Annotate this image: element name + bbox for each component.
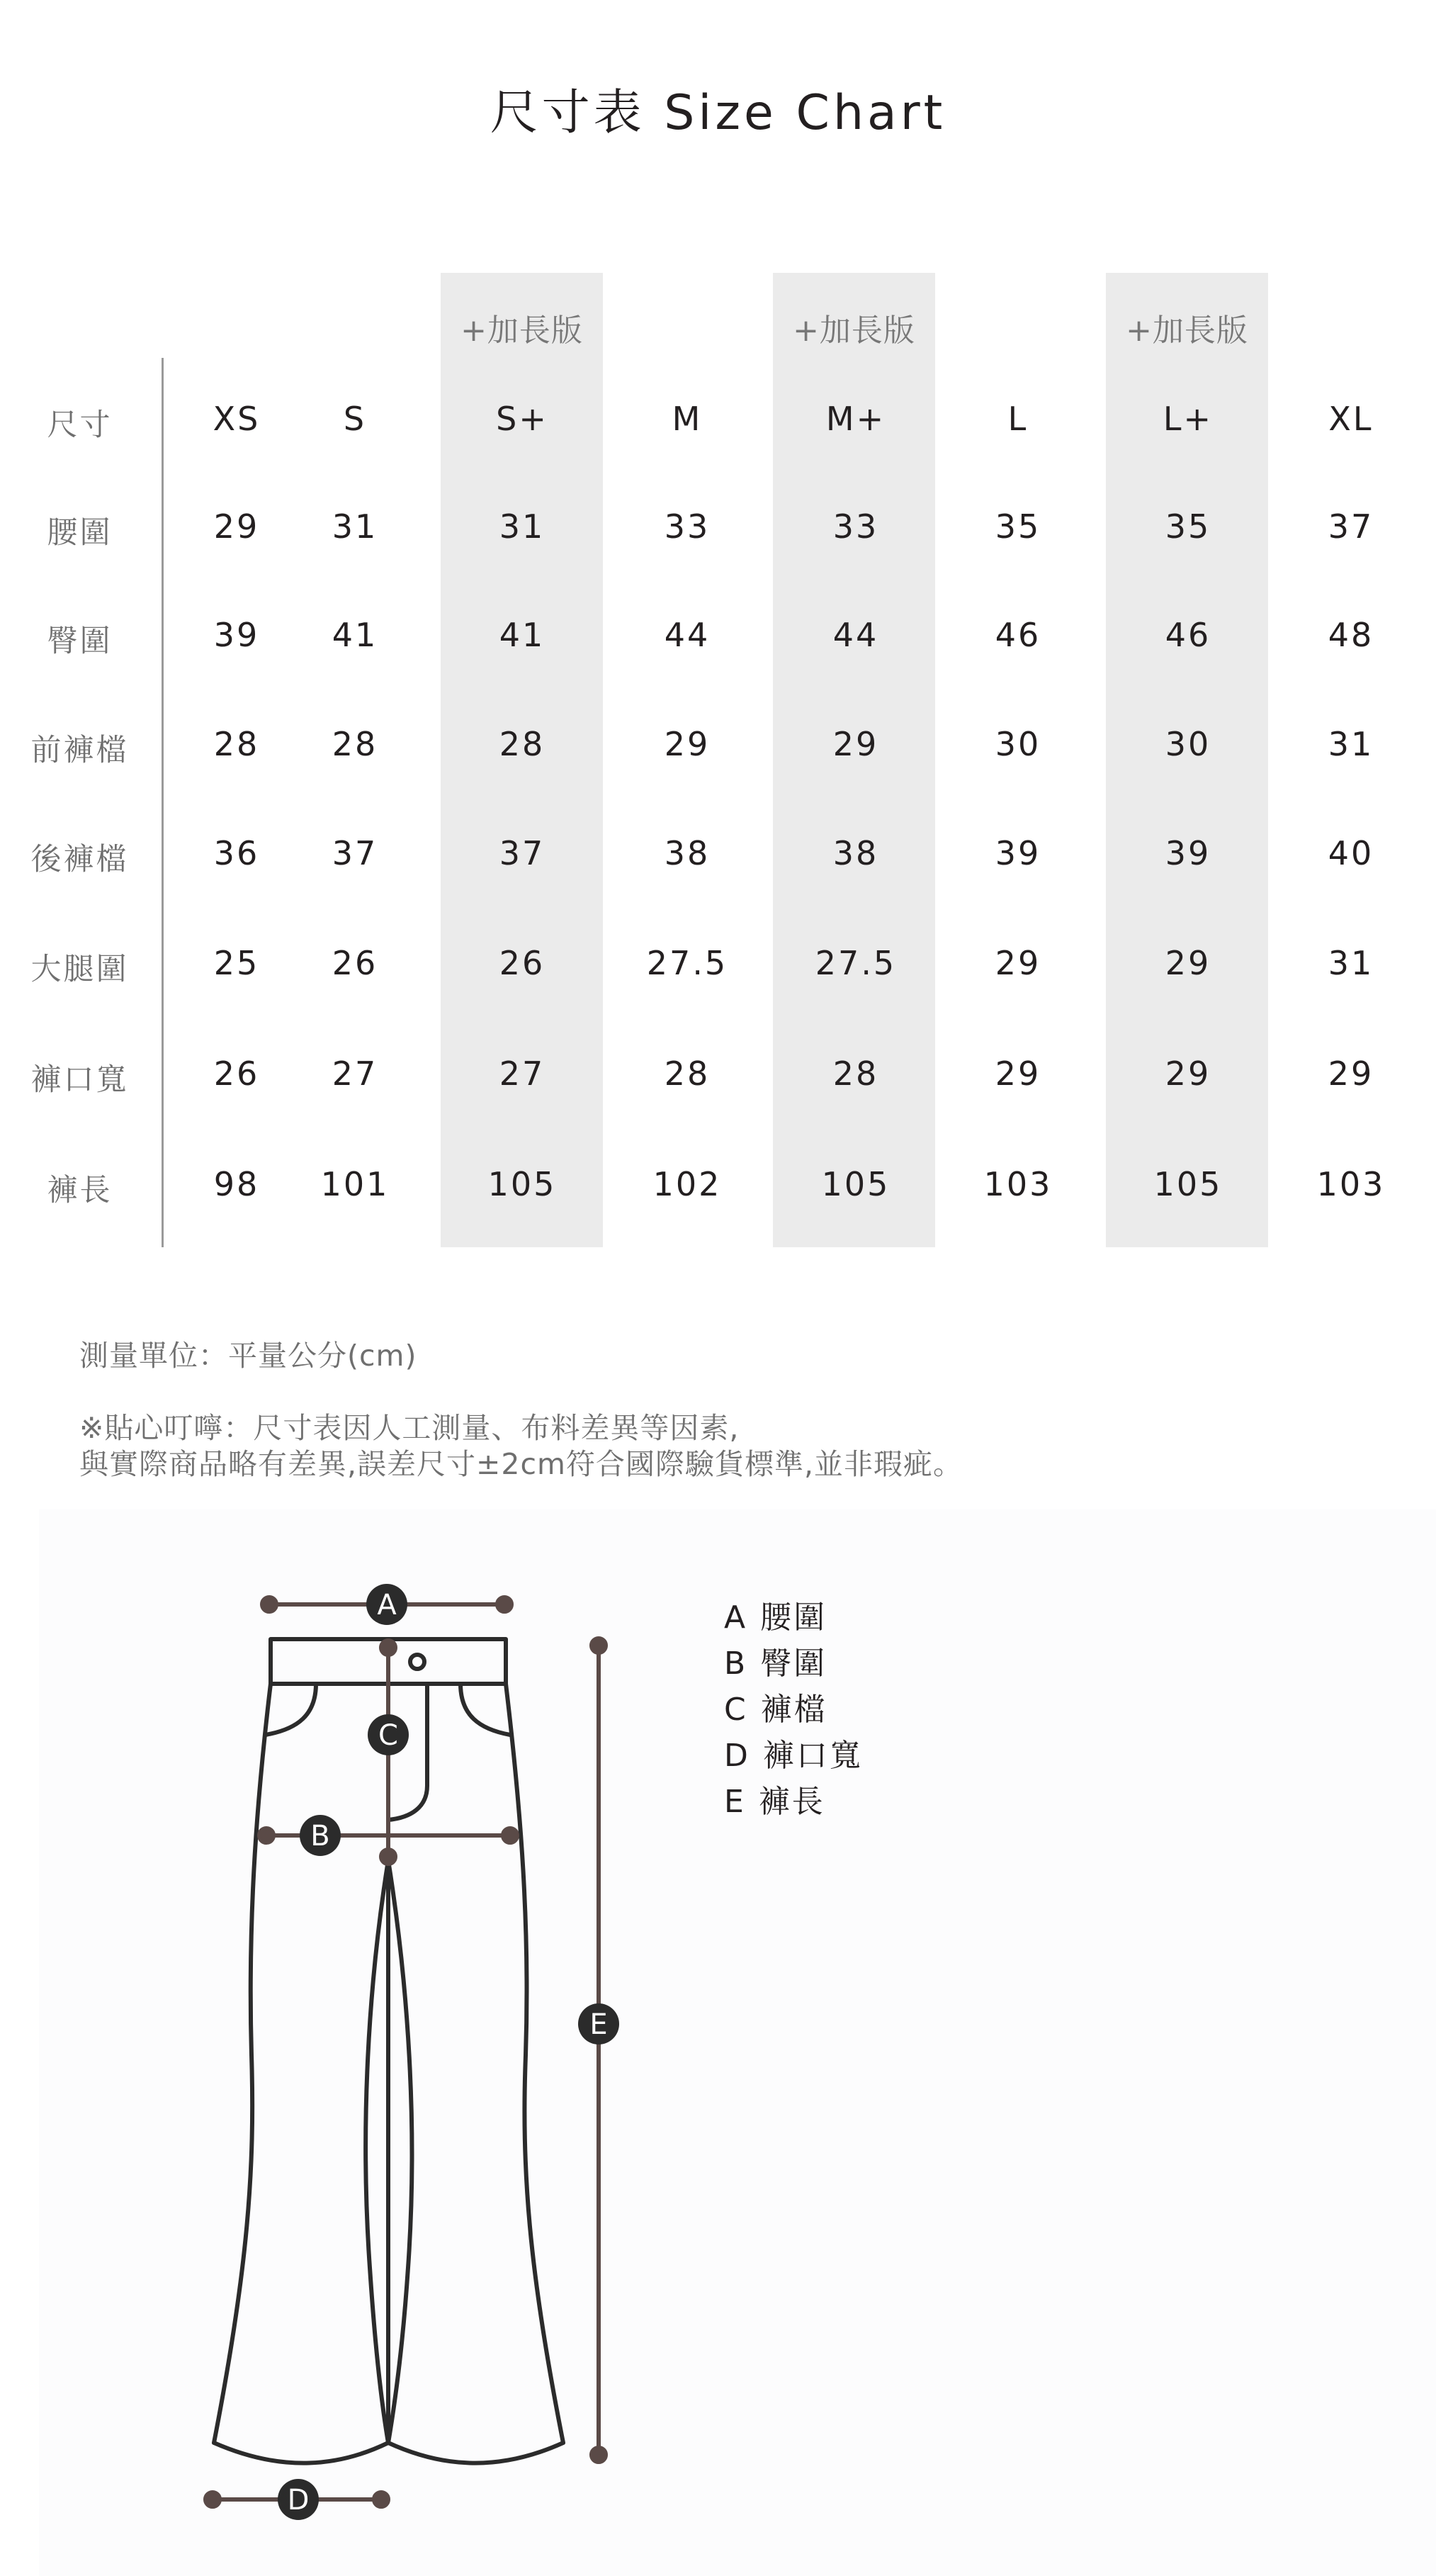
- table-cell: 48: [1328, 616, 1374, 654]
- row-label: 腰圍: [47, 515, 113, 551]
- table-cell: 46: [1165, 616, 1211, 654]
- size-header: XS: [213, 400, 261, 438]
- legend-item: B 臀圍: [724, 1646, 827, 1682]
- svg-text:B: B: [310, 1820, 330, 1852]
- table-cell: 29: [832, 725, 879, 763]
- table-cell: 105: [1153, 1165, 1223, 1203]
- table-cell: 46: [995, 616, 1041, 654]
- left-leg-outline: [214, 1684, 388, 2463]
- table-cell: 35: [995, 507, 1041, 546]
- table-cell: 25: [213, 944, 260, 982]
- svg-text:D: D: [287, 2484, 310, 2516]
- row-label: 褲長: [47, 1173, 113, 1208]
- table-cell: 27: [332, 1054, 378, 1093]
- table-cell: 39: [1165, 834, 1211, 872]
- row-label: 後褲檔: [30, 842, 129, 877]
- table-cell: 26: [213, 1054, 260, 1093]
- tip-note-line1: ※貼心叮嚀：尺寸表因人工測量、布料差異等因素,: [79, 1411, 740, 1445]
- header-label: 尺寸: [47, 407, 113, 443]
- table-cell: 26: [332, 944, 378, 982]
- size-header: L+: [1163, 400, 1214, 438]
- size-header: S+: [496, 400, 548, 438]
- table-cell: 26: [499, 944, 545, 982]
- table-cell: 40: [1328, 834, 1374, 872]
- table-cell: 27.5: [815, 944, 897, 982]
- table-cell: 29: [1328, 1054, 1374, 1093]
- table-cell: 37: [1328, 507, 1374, 546]
- size-header: S: [343, 400, 367, 438]
- unit-note: 測量單位：平量公分(cm): [79, 1339, 417, 1373]
- table-cell: 29: [664, 725, 711, 763]
- table-cell: 31: [332, 507, 378, 546]
- page-title: 尺寸表 Size Chart: [490, 85, 946, 141]
- right-pocket: [460, 1684, 510, 1735]
- size-header: M+: [825, 400, 886, 438]
- table-cell: 37: [499, 834, 545, 872]
- table-cell: 103: [983, 1165, 1053, 1203]
- table-cell: 35: [1165, 507, 1211, 546]
- table-cell: 28: [664, 1054, 711, 1093]
- table-cell: 36: [213, 834, 260, 872]
- extended-label: +加長版: [793, 313, 915, 349]
- table-cell: 102: [652, 1165, 722, 1203]
- table-cell: 41: [332, 616, 378, 654]
- table-cell: 103: [1316, 1165, 1386, 1203]
- table-cell: 37: [332, 834, 378, 872]
- table-cell: 29: [995, 1054, 1041, 1093]
- table-cell: 44: [832, 616, 879, 654]
- marker-d-icon: [278, 2479, 319, 2520]
- right-leg-outline: [388, 1684, 563, 2463]
- button-icon: [410, 1655, 424, 1669]
- table-cell: 28: [332, 725, 378, 763]
- marker-a-icon: [366, 1584, 407, 1625]
- row-label: 大腿圍: [30, 952, 129, 987]
- table-cell: 27: [499, 1054, 545, 1093]
- row-label: 臀圍: [47, 624, 113, 659]
- extended-label: +加長版: [460, 313, 583, 349]
- table-cell: 33: [664, 507, 711, 546]
- table-cell: 27.5: [646, 944, 728, 982]
- table-cell: 105: [821, 1165, 891, 1203]
- size-header: M: [672, 400, 703, 438]
- extended-label: +加長版: [1126, 313, 1248, 349]
- table-cell: 38: [832, 834, 879, 872]
- marker-c-icon: [368, 1714, 409, 1755]
- marker-b-icon: [300, 1815, 341, 1856]
- size-header: XL: [1328, 400, 1374, 438]
- left-inseam: [366, 1860, 388, 2443]
- table-cell: 101: [320, 1165, 390, 1203]
- table-cell: 38: [664, 834, 711, 872]
- svg-text:A: A: [377, 1589, 397, 1621]
- table-cell: 28: [832, 1054, 879, 1093]
- table-cell: 41: [499, 616, 545, 654]
- table-cell: 31: [499, 507, 545, 546]
- table-cell: 28: [499, 725, 545, 763]
- table-cell: 30: [995, 725, 1041, 763]
- tip-note-line2: 與實際商品略有差異,誤差尺寸±2cm符合國際驗貨標準,並非瑕疵。: [79, 1447, 963, 1481]
- legend-item: A 腰圍: [724, 1599, 827, 1636]
- svg-text:C: C: [378, 1719, 398, 1752]
- right-inseam: [388, 1860, 412, 2443]
- svg-text:E: E: [589, 2008, 608, 2041]
- table-cell: 44: [664, 616, 711, 654]
- table-cell: 31: [1328, 944, 1374, 982]
- table-cell: 30: [1165, 725, 1211, 763]
- table-cell: 105: [487, 1165, 557, 1203]
- table-cell: 39: [213, 616, 260, 654]
- legend-item: D 褲口寬: [724, 1738, 863, 1774]
- table-cell: 29: [1165, 944, 1211, 982]
- legend-item: E 褲長: [724, 1784, 825, 1820]
- table-cell: 39: [995, 834, 1041, 872]
- row-label: 褲口寬: [30, 1062, 129, 1098]
- table-cell: 98: [213, 1165, 260, 1203]
- size-header: L: [1007, 400, 1029, 438]
- table-cell: 33: [832, 507, 879, 546]
- row-label: 前褲檔: [30, 733, 129, 768]
- left-pocket: [266, 1684, 316, 1735]
- table-cell: 28: [213, 725, 260, 763]
- table-cell: 29: [995, 944, 1041, 982]
- legend-item: C 褲檔: [724, 1692, 827, 1728]
- table-cell: 31: [1328, 725, 1374, 763]
- marker-e-icon: [578, 2003, 619, 2045]
- table-cell: 29: [213, 507, 260, 546]
- table-cell: 29: [1165, 1054, 1211, 1093]
